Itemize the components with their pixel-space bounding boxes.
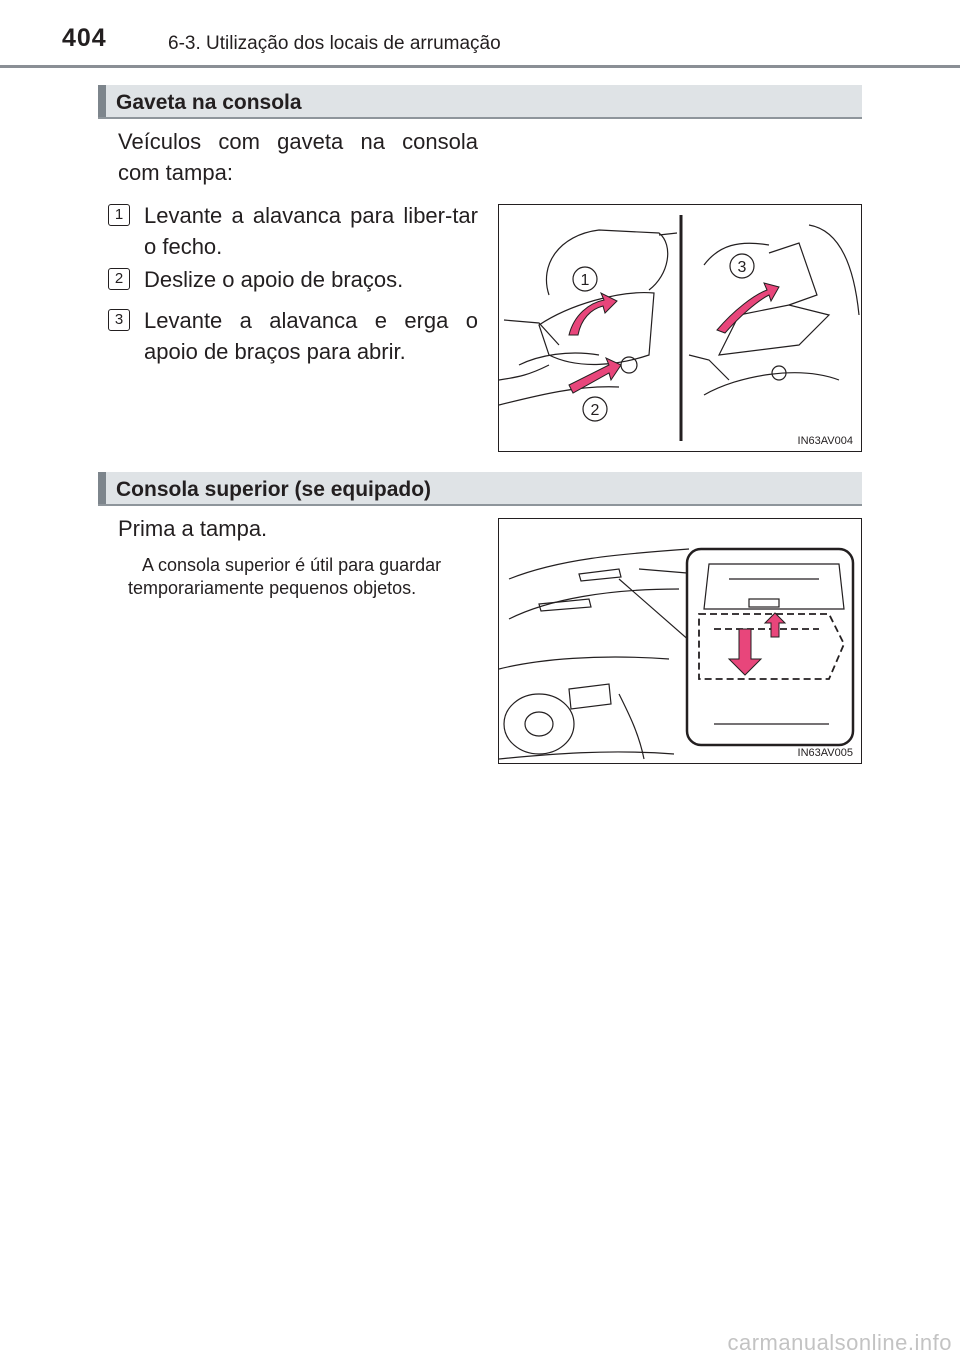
running-title: 6-3. Utilização dos locais de arrumação <box>168 33 501 54</box>
step-1 <box>108 200 478 262</box>
callout-2: 2 <box>590 402 600 419</box>
section-title: Gaveta na consola <box>116 91 302 114</box>
section-heading-overhead-console <box>98 472 862 506</box>
figure-code: IN63AV005 <box>797 747 853 759</box>
note-paragraph: A consola superior é útil para guardar temporariamente pequenos objetos. <box>128 555 442 598</box>
section-heading-console-box <box>98 85 862 119</box>
step-text: Levante a alavanca e erga o apoio de braços para abrir. <box>144 308 478 364</box>
instruction-paragraph: Prima a tampa. <box>118 516 268 541</box>
step-number: 1 <box>108 204 130 226</box>
callout-1: 1 <box>580 272 590 289</box>
callout-3: 3 <box>737 259 747 276</box>
figure-console-box <box>498 204 862 452</box>
step-3 <box>108 305 478 367</box>
overhead-console-illustration <box>499 519 862 764</box>
figure-code: IN63AV004 <box>797 435 853 447</box>
step-number: 2 <box>108 268 130 290</box>
page-number: 404 <box>62 24 107 52</box>
figure-overhead-console <box>498 518 862 764</box>
step-2 <box>108 264 478 295</box>
step-text: Deslize o apoio de braços. <box>144 267 404 292</box>
watermark: carmanualsonline.info <box>727 1330 952 1355</box>
header-rule <box>0 65 960 68</box>
step-text: Levante a alavanca para liber-tar o fecho. <box>144 203 478 259</box>
step-number: 3 <box>108 309 130 331</box>
intro-paragraph: Veículos com gaveta na consola com tampa: <box>118 129 478 185</box>
section-title: Consola superior (se equipado) <box>116 478 432 501</box>
console-box-illustration <box>499 205 862 452</box>
